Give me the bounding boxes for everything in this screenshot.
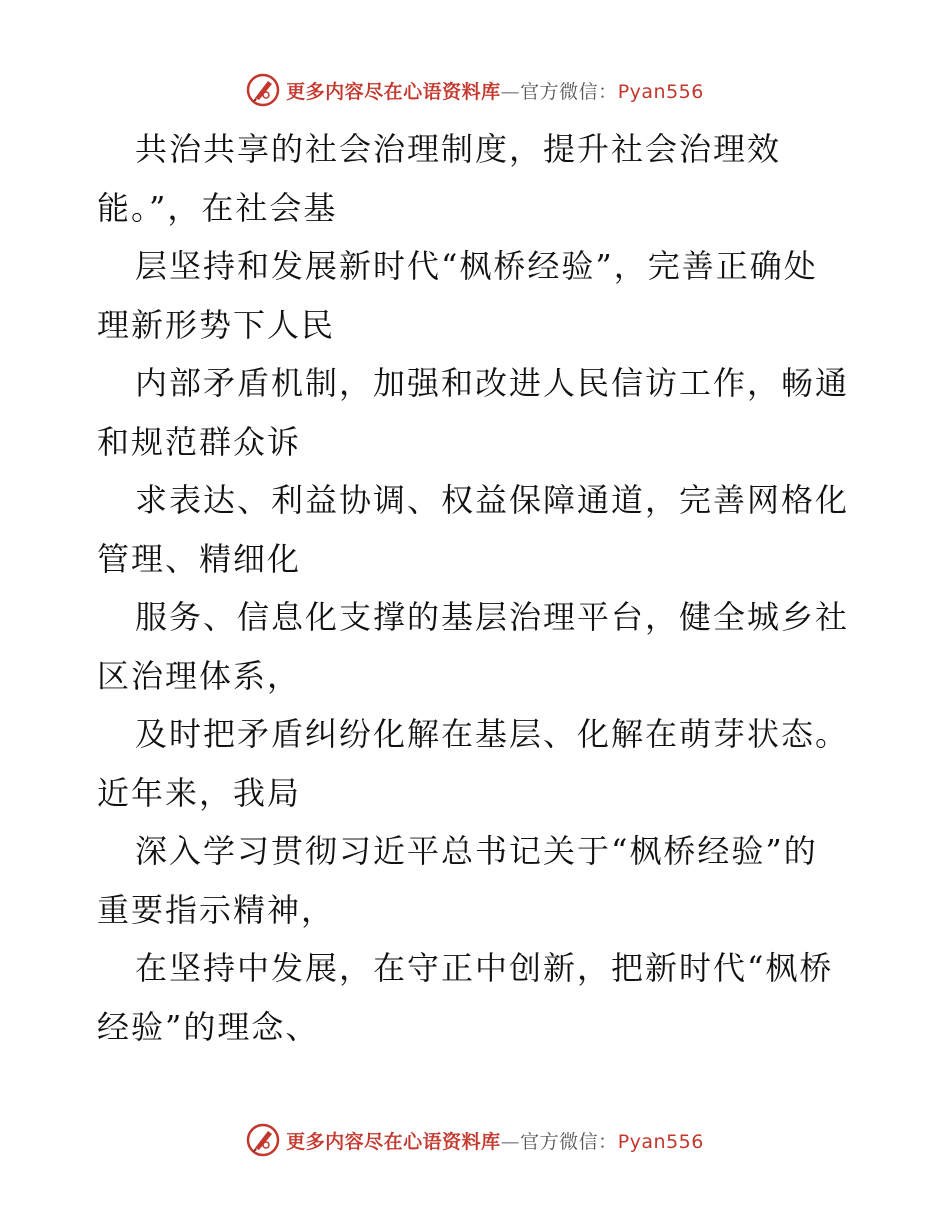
watermark-wechat-label: 官方微信： (520, 1130, 618, 1153)
text-line: 及时把矛盾纠纷化解在基层、化解在萌芽状态。 (135, 715, 850, 753)
text-line: 内部矛盾机制，加强和改进人民信访工作，畅通 (135, 364, 850, 402)
footer-watermark (0, 1120, 950, 1160)
text-line: 深入学习贯彻习近平总书记关于“枫桥经验”的 (135, 832, 818, 870)
watermark-dash: — (500, 1130, 521, 1153)
text-line: 经验”的理念、 (97, 1007, 320, 1046)
text-line: 理新形势下人民 (97, 305, 336, 344)
watermark-wechat-label: 官方微信： (520, 80, 618, 103)
text-line: 共治共享的社会治理制度，提升社会治理效 (135, 130, 782, 168)
text-line: 重要指示精神， (97, 890, 336, 929)
text-line: 求表达、利益协调、权益保障通道，完善网格化 (135, 481, 850, 519)
watermark-wechat-id: Pyan556 (617, 80, 704, 103)
document-body (97, 120, 857, 1056)
text-line: 和规范群众诉 (97, 422, 302, 461)
header-watermark (0, 70, 950, 110)
text-line: 能。”，在社会基 (97, 188, 338, 227)
quill-logo-icon (246, 1123, 280, 1157)
text-line: 在坚持中发展，在守正中创新，把新时代“枫桥 (135, 949, 834, 987)
watermark-wechat-id: Pyan556 (617, 1130, 704, 1153)
text-line: 服务、信息化支撑的基层治理平台，健全城乡社 (135, 598, 850, 636)
watermark-site-name: 更多内容尽在心语资料库 (286, 1130, 501, 1153)
text-line: 层坚持和发展新时代“枫桥经验”，完善正确处 (135, 247, 818, 285)
text-line: 近年来，我局 (97, 773, 302, 812)
watermark-dash: — (500, 80, 521, 103)
watermark-site-name: 更多内容尽在心语资料库 (286, 80, 501, 103)
quill-logo-icon (246, 73, 280, 107)
text-line: 管理、精细化 (97, 539, 302, 578)
text-line: 区治理体系， (97, 656, 302, 695)
